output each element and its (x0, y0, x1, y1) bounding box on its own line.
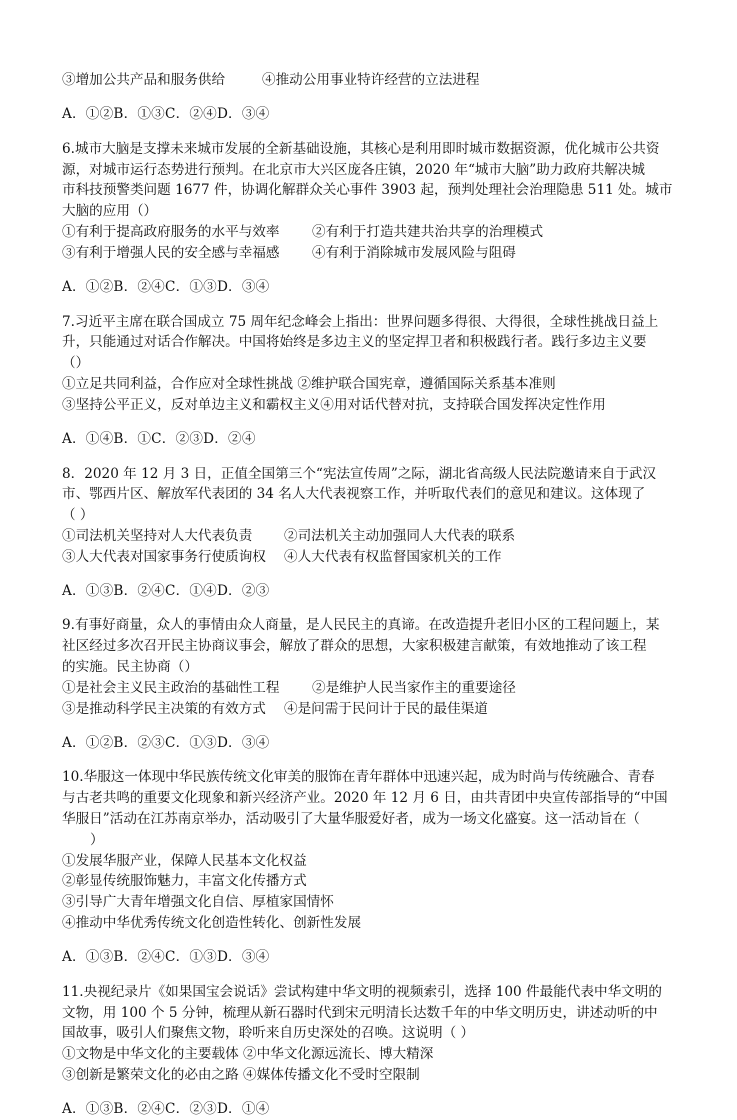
answer-choices: A．①③B．②④C．①③D．③④ (62, 949, 270, 966)
question-text: （ ） (62, 507, 94, 524)
options-row: ①立足共同利益，合作应对全球性挑战 ②维护联合国宪章，遵循国际关系基本准则 (62, 375, 556, 392)
answer-choices: A．①③B．②④C．①④D．②③ (62, 583, 270, 600)
option-3: ③引导广大青年增强文化自信、厚植家国情怀 (62, 894, 334, 911)
option-2: ②司法机关主动加强同人大代表的联系 (284, 527, 516, 544)
answer-choices: A．①②B．②④C．①③D．③④ (62, 279, 270, 296)
option-3: ③人大代表对国家事务行使质询权 (62, 548, 266, 565)
question-8 (62, 464, 679, 602)
option-2: ②是维护人民当家作主的重要途径 (312, 679, 516, 696)
question-9 (62, 615, 679, 753)
options-row: ③创新是繁荣文化的必由之路 ④媒体传播文化不受时空限制 (62, 1067, 420, 1083)
answer-choices: A．①③B．②④C．②③D．①④ (62, 1101, 270, 1118)
option-3: ③增加公共产品和服务供给 (62, 72, 226, 88)
options-row (62, 243, 679, 264)
options-row (62, 222, 679, 243)
question-text: 升，只能通过对话合作解决。中国将始终是多边主义的坚定捍卫者和积极践行者。践行多边主义要 (62, 334, 647, 351)
option-4: ④推动中华优秀传统文化创造性转化、创新性发展 (62, 915, 362, 932)
question-text: 9.有事好商量，众人的事情由众人商量，是人民民主的真谛。在改造提升老旧小区的工程问题上，某 (62, 617, 660, 634)
question-text: 7.习近平主席在联合国成立 75 周年纪念峰会上指出：世界问题多得很、大得很，全球性挑战日益上 (62, 313, 659, 330)
options-row (62, 547, 679, 568)
options-row (62, 526, 679, 547)
option-4: ④推动公用事业特许经营的立法进程 (262, 72, 480, 88)
question-11 (62, 982, 679, 1120)
question-text: 与古老共鸣的重要文化现象和新兴经济产业。2020 年 12 月 6 日，由共青团中央宣传部指导的“中国 (62, 790, 668, 807)
option-4: ④是问需于民问计于民的最佳渠道 (284, 700, 488, 717)
option-3: ③有利于增强人民的安全感与幸福感 (62, 244, 280, 261)
question-text: 市、鄂西片区、解放军代表团的 34 名人大代表视察工作，并听取代表们的意见和建议。这体现了 (62, 486, 646, 503)
option-2: ②彰显传统服饰魅力，丰富文化传播方式 (62, 873, 307, 890)
question-text: 8．2020 年 12 月 3 日，正值全国第三个“宪法宣传周”之际，湖北省高级人民法院邀请来自于武汉 (62, 465, 657, 482)
question-7 (62, 312, 679, 450)
question-text: 社区经过多次召开民主协商议事会，解放了群众的思想，大家积极建言献策，有效地推动了该工程 (62, 638, 647, 655)
question-text: 11.央视纪录片《如果国宝会说话》尝试构建中华文明的视频索引，选择 100 件最能代表中华文明的 (62, 983, 662, 1000)
option-1: ①是社会主义民主政治的基础性工程 (62, 679, 280, 696)
question-10 (62, 767, 679, 968)
option-1: ①司法机关坚持对人大代表负责 (62, 527, 253, 544)
options-row: ①文物是中华文化的主要载体 ②中华文化源远流长、博大精深 (62, 1046, 434, 1063)
answer-choices: A．①④B．①C．②③D．②④ (62, 431, 256, 448)
answer-choices: A．①②B．①③C．②④D．③④ (62, 106, 270, 123)
question-text: 6.城市大脑是支撑未来城市发展的全新基础设施，其核心是利用即时城市数据资源，优化城市公共资 (62, 140, 660, 157)
option-1: ①发展华服产业，保障人民基本文化权益 (62, 852, 307, 869)
option-3: ③是推动科学民主决策的有效方式 (62, 700, 266, 717)
question-text: 的实施。民主协商（） (62, 659, 198, 676)
question-text: 市科技预警类问题 1677 件，协调化解群众关心事件 3903 起，预判处理社会治理隐患 511 处。城市 (62, 182, 673, 199)
question-text: ） (90, 831, 104, 848)
option-4: ④人大代表有权监督国家机关的工作 (284, 548, 502, 565)
options-row (62, 678, 679, 699)
question-text: 10.华服这一体现中华民族传统文化审美的服饰在青年群体中迅速兴起，成为时尚与传统融合、青春 (62, 769, 655, 786)
question-text: 国故事，吸引人们聚焦文物，聆听来自历史深处的召唤。这说明（ ） (62, 1025, 475, 1042)
option-2: ②有利于打造共建共治共享的治理模式 (312, 223, 544, 240)
answer-choices: A．①②B．②③C．①③D．③④ (62, 735, 270, 752)
question-text: 华服日”活动在江苏南京举办，活动吸引了大量华服爱好者，成为一场文化盛宴。这一活动旨在（ (62, 811, 640, 828)
question-text: 文物，用 100 个 5 分钟，梳理从新石器时代到宋元明清长达数千年的中华文明历史，讲述动听的中 (62, 1004, 658, 1021)
top-options (62, 70, 679, 91)
options-row: ③坚持公平正义，反对单边主义和霸权主义④用对话代替对抗，支持联合国发挥决定性作用 (62, 396, 606, 413)
question-text: 大脑的应用（） (62, 203, 158, 220)
question-text: 源，对城市运行态势进行预判。在北京市大兴区庞各庄镇，2020 年“城市大脑”助力政府共解决城 (62, 161, 645, 178)
question-text: （） (62, 355, 90, 372)
question-6 (62, 139, 679, 298)
option-4: ④有利于消除城市发展风险与阻碍 (312, 244, 516, 261)
option-1: ①有利于提高政府服务的水平与效率 (62, 223, 280, 240)
options-row (62, 699, 679, 720)
